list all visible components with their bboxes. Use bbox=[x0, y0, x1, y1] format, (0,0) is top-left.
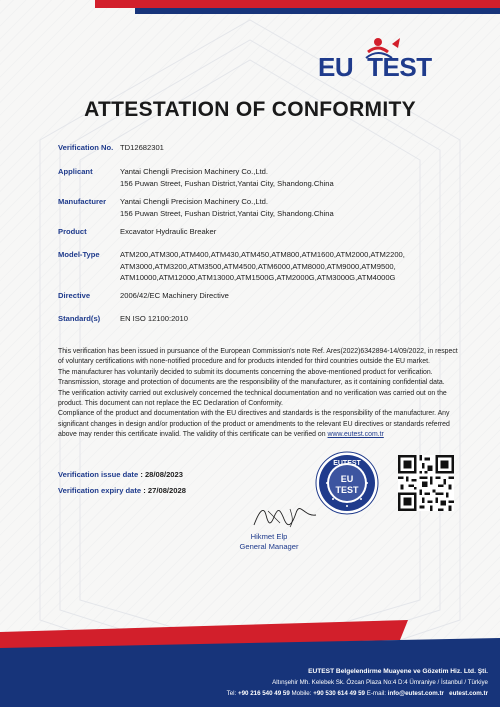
tel-label: Tel: bbox=[226, 690, 237, 697]
field-label: Verification No. bbox=[58, 143, 114, 152]
field-label: Standard(s) bbox=[58, 314, 101, 323]
page-title: ATTESTATION OF CONFORMITY bbox=[84, 98, 416, 121]
statement-paragraph: The manufacturer has voluntarily decided to submit its documents concerning the above-mentioned product for verification. Transmission, storage and protection of documents are the responsibility of the manufacturer, as it containing confidential data. bbox=[58, 368, 445, 387]
field-value: ATM200,ATM300,ATM400,ATM430,ATM450,ATM800,ATM1600,ATM2000,ATM2200, bbox=[120, 250, 405, 259]
field-label: Manufacturer bbox=[58, 197, 107, 206]
field-label: Directive bbox=[58, 291, 91, 300]
signer-title: General Manager bbox=[239, 542, 299, 551]
statement-paragraph: The verification activity carried out exclusively concerned the technical documentation and no verification was carried out on the product. This document can not replace the EC Declaration of Conformity. bbox=[58, 389, 447, 408]
tel-value[interactable]: +90 216 540 49 59 bbox=[237, 690, 290, 697]
field-value: Yantai Chengli Precision Machinery Co.,Ltd. bbox=[120, 197, 269, 206]
field-value: Excavator Hydraulic Breaker bbox=[120, 227, 217, 236]
issue-date-value: : 28/08/2023 bbox=[140, 470, 183, 479]
svg-text:EUTEST: EUTEST bbox=[333, 460, 361, 467]
footer-address: Altınşehir Mh. Kelebek Sk. Özcan Plaza No:4 D:4 Ümraniye / İstanbul / Türkiye bbox=[272, 679, 488, 686]
email-value[interactable]: info@eutest.com.tr bbox=[387, 690, 444, 697]
footer bbox=[0, 664, 500, 707]
logo-part-test: TEST bbox=[367, 52, 432, 82]
footer-contacts bbox=[227, 690, 488, 697]
field-value: 156 Puwan Street, Fushan District,Yantai City, Shandong.China bbox=[120, 178, 334, 188]
email-label: E-mail: bbox=[366, 690, 386, 697]
issue-date-label: Verification issue date bbox=[58, 470, 139, 479]
field-value: EN ISO 12100:2010 bbox=[120, 314, 188, 323]
field-value: ATM10000,ATM12000,ATM13000,ATM1500G,ATM2000G,ATM3000G,ATM4000G bbox=[120, 273, 396, 282]
expiry-date-label: Verification expiry date bbox=[58, 486, 142, 495]
field-label: Applicant bbox=[58, 167, 93, 176]
svg-text:EU: EU bbox=[340, 474, 354, 484]
website-link[interactable]: eutest.com.tr bbox=[449, 690, 488, 697]
field-label: Product bbox=[58, 227, 87, 236]
field-label: Model-Type bbox=[58, 250, 100, 259]
expiry-date-value: : 27/08/2028 bbox=[143, 486, 186, 495]
field-value: ATM3000,ATM3200,ATM3500,ATM4500,ATM6000,ATM8000,ATM9000,ATM9500, bbox=[120, 261, 396, 271]
field-value: Yantai Chengli Precision Machinery Co.,Ltd. bbox=[120, 167, 269, 176]
field-value: 156 Puwan Street, Fushan District,Yantai City, Shandong.China bbox=[120, 208, 334, 218]
mobile-label: Mobile: bbox=[291, 690, 312, 697]
field-value: TD12682301 bbox=[120, 143, 164, 152]
mobile-value[interactable]: +90 530 614 49 59 bbox=[313, 690, 365, 697]
svg-text:TEST: TEST bbox=[335, 485, 359, 495]
signer-name: Hikmet Elp bbox=[250, 532, 288, 541]
verification-link[interactable]: www.eutest.com.tr bbox=[327, 431, 384, 439]
footer-company: EUTEST Belgelendirme Muayene ve Gözetim Hiz. Ltd. Şti. bbox=[308, 668, 488, 675]
logo-part-eu: EU bbox=[318, 52, 354, 82]
statement-paragraph: Compliance of the product and documentation with the EU directives and standards is the responsibility of the manufacturer. Any significant changes in design and/or production of the product or amendments to the relevant EU directives or standards referred above may render this certificate invalid. The validity of this certificate can be verified on www.eutest.com.tr bbox=[58, 410, 450, 439]
statement-paragraph: This verification has been issued in pursuance of the European Commission's note Ref. Ares(2022)6342894-14/09/2022, in respect of voluntary certifications with none-notified procedure and for products intended for third countries outside the EU market. bbox=[58, 348, 458, 366]
field-value: 2006/42/EC Machinery Directive bbox=[120, 291, 229, 300]
